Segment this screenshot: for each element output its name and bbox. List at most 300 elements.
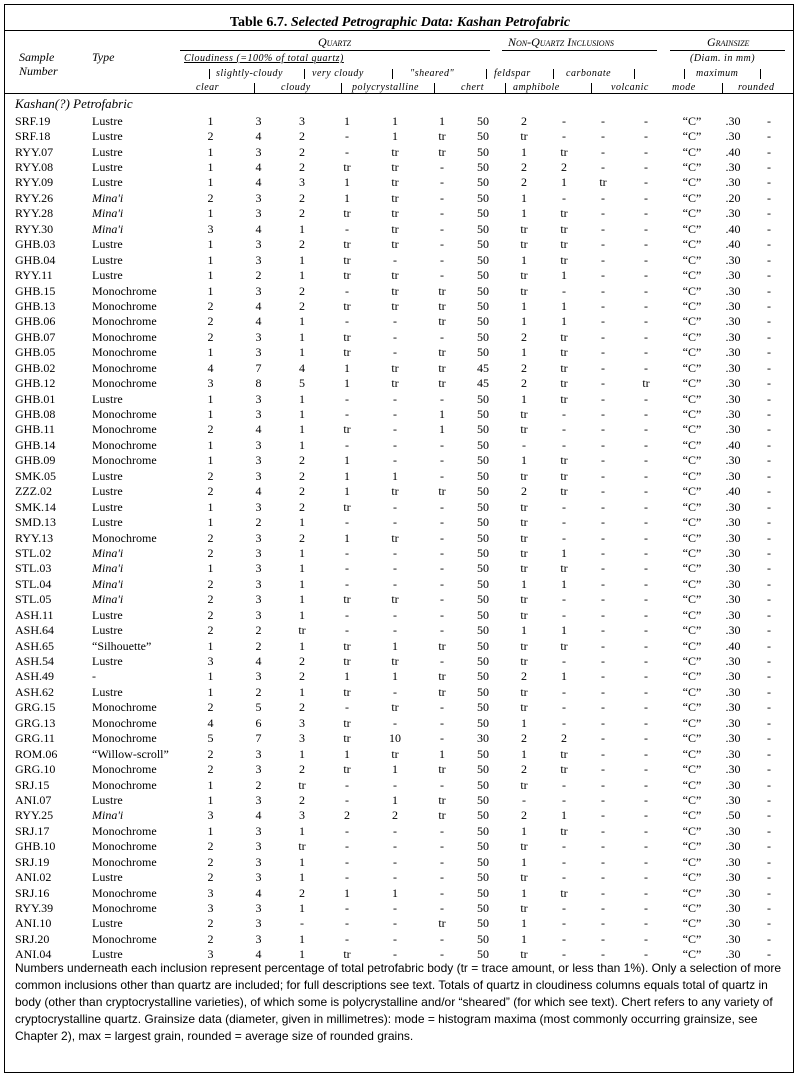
value-cell: - <box>767 545 771 560</box>
value-cell: 1 <box>299 437 305 452</box>
value-cell: tr <box>343 592 351 607</box>
value-cell: 50 <box>477 113 489 128</box>
value-cell: .40 <box>725 221 741 236</box>
value-cell: - <box>393 931 397 946</box>
value-cell: - <box>345 283 349 298</box>
value-cell: .30 <box>725 854 741 869</box>
value-cell: - <box>601 129 605 144</box>
table-row <box>15 237 788 252</box>
value-cell: tr <box>391 298 399 313</box>
type-cell: Monochrome <box>92 298 157 313</box>
value-cell: tr <box>391 221 399 236</box>
value-cell: - <box>601 746 605 761</box>
value-cell: 1 <box>521 314 527 329</box>
value-cell: 2 <box>207 129 214 144</box>
value-cell: tr <box>438 376 446 391</box>
table-row <box>15 468 788 483</box>
value-cell: 2 <box>299 484 305 499</box>
value-cell: 3 <box>255 870 262 885</box>
sample-number-cell: RYY.13 <box>15 530 54 545</box>
value-cell: - <box>345 561 349 576</box>
value-cell: 50 <box>477 916 489 931</box>
value-cell: “C” <box>682 576 702 591</box>
type-cell: Lustre <box>92 268 123 283</box>
value-cell: 3 <box>255 468 262 483</box>
value-cell: - <box>767 437 771 452</box>
value-cell: 2 <box>521 731 527 746</box>
type-header: Type <box>92 50 115 64</box>
value-cell: 1 <box>207 777 214 792</box>
value-cell: 1 <box>344 190 350 205</box>
value-cell: 2 <box>207 746 214 761</box>
value-cell: 2 <box>207 329 214 344</box>
value-cell: - <box>393 422 397 437</box>
value-cell: “C” <box>682 360 702 375</box>
value-cell: 1 <box>521 715 527 730</box>
value-cell: - <box>767 638 771 653</box>
value-cell: .30 <box>725 129 741 144</box>
value-cell: 1 <box>299 823 305 838</box>
value-cell: “C” <box>682 252 702 267</box>
value-cell: - <box>345 931 349 946</box>
value-cell: tr <box>438 762 446 777</box>
value-cell: tr <box>298 839 306 854</box>
type-cell: Monochrome <box>92 437 157 452</box>
table-row <box>15 761 788 776</box>
table-row <box>15 314 788 329</box>
value-cell: 50 <box>477 499 489 514</box>
value-cell: tr <box>298 623 306 638</box>
value-cell: tr <box>438 669 446 684</box>
sample-number-cell: RYY.30 <box>15 221 54 236</box>
table-row <box>15 638 788 653</box>
value-cell: - <box>393 576 397 591</box>
value-cell: 50 <box>477 777 489 792</box>
value-cell: - <box>440 654 444 669</box>
value-cell: - <box>562 515 566 530</box>
value-cell: 3 <box>255 854 262 869</box>
value-cell: tr <box>560 237 568 252</box>
value-cell: 2 <box>255 268 262 283</box>
sample-number-cell: ZZZ.02 <box>15 484 52 499</box>
value-cell: - <box>440 731 444 746</box>
table-row <box>15 916 788 931</box>
value-cell: - <box>440 190 444 205</box>
value-cell: “C” <box>682 545 702 560</box>
value-cell: 1 <box>439 113 445 128</box>
value-cell: 1 <box>521 623 527 638</box>
value-cell: - <box>767 607 771 622</box>
value-cell: - <box>440 329 444 344</box>
table-row <box>15 514 788 529</box>
value-cell: .30 <box>725 530 741 545</box>
type-cell: - <box>92 669 96 684</box>
value-cell: 3 <box>255 190 262 205</box>
value-cell: - <box>644 885 648 900</box>
value-cell: - <box>644 453 648 468</box>
type-cell: Monochrome <box>92 329 157 344</box>
value-cell: .30 <box>725 901 741 916</box>
value-cell: tr <box>391 376 399 391</box>
value-cell: tr <box>391 530 399 545</box>
value-cell: tr <box>560 329 568 344</box>
value-cell: tr <box>438 314 446 329</box>
value-cell: - <box>601 190 605 205</box>
sample-number-cell: GHB.03 <box>15 237 56 252</box>
value-cell: - <box>601 854 605 869</box>
sample-number-cell: GHB.04 <box>15 252 56 267</box>
value-cell: - <box>601 684 605 699</box>
value-cell: - <box>393 684 397 699</box>
value-cell: - <box>393 515 397 530</box>
sample-number-cell: GHB.08 <box>15 407 56 422</box>
value-cell: - <box>601 237 605 252</box>
value-cell: 4 <box>255 808 262 823</box>
type-cell: Monochrome <box>92 700 157 715</box>
value-cell: - <box>393 947 397 962</box>
value-cell: - <box>644 530 648 545</box>
header-tick <box>760 69 761 79</box>
value-cell: - <box>601 530 605 545</box>
value-cell: - <box>601 731 605 746</box>
type-cell: Mina'i <box>92 190 124 205</box>
type-cell: Monochrome <box>92 530 157 545</box>
type-cell: Monochrome <box>92 839 157 854</box>
value-cell: tr <box>560 221 568 236</box>
type-cell: Monochrome <box>92 777 157 792</box>
table-row <box>15 252 788 267</box>
value-cell: 2 <box>299 885 305 900</box>
value-cell: 50 <box>477 453 489 468</box>
value-cell: - <box>601 839 605 854</box>
value-cell: - <box>601 777 605 792</box>
value-cell: “C” <box>682 314 702 329</box>
type-cell: Monochrome <box>92 453 157 468</box>
value-cell: 1 <box>392 468 398 483</box>
value-cell: .30 <box>725 885 741 900</box>
value-cell: - <box>644 437 648 452</box>
value-cell: - <box>644 422 648 437</box>
value-cell: tr <box>560 762 568 777</box>
value-cell: - <box>644 160 648 175</box>
sample-number-cell: ASH.64 <box>15 623 55 638</box>
value-cell: tr <box>560 206 568 221</box>
value-cell: - <box>601 360 605 375</box>
value-cell: tr <box>560 746 568 761</box>
value-cell: tr <box>560 453 568 468</box>
type-cell: Monochrome <box>92 901 157 916</box>
value-cell: 1 <box>299 268 305 283</box>
value-cell: 1 <box>392 885 398 900</box>
header-tick <box>209 69 210 79</box>
value-cell: “C” <box>682 715 702 730</box>
value-cell: tr <box>520 268 528 283</box>
value-cell: 2 <box>207 916 214 931</box>
value-cell: tr <box>438 345 446 360</box>
value-cell: “C” <box>682 823 702 838</box>
value-cell: - <box>601 576 605 591</box>
value-cell: .30 <box>725 283 741 298</box>
value-cell: - <box>644 901 648 916</box>
value-cell: - <box>345 144 349 159</box>
value-cell: - <box>440 576 444 591</box>
header-tick <box>684 69 685 79</box>
value-cell: - <box>767 792 771 807</box>
value-cell: 2 <box>207 607 214 622</box>
value-cell: 50 <box>477 407 489 422</box>
table-row <box>15 576 788 591</box>
value-cell: tr <box>520 237 528 252</box>
sample-number-cell: ASH.54 <box>15 654 55 669</box>
value-cell: - <box>767 314 771 329</box>
value-cell: .30 <box>725 499 741 514</box>
sample-number-header: Sample Number <box>19 50 58 78</box>
value-cell: 1 <box>207 453 214 468</box>
value-cell: 1 <box>344 746 350 761</box>
type-cell: Lustre <box>92 175 123 190</box>
value-cell: - <box>601 545 605 560</box>
value-cell: - <box>440 437 444 452</box>
grainsize-group-header: Grainsize <box>707 35 750 49</box>
value-cell: .30 <box>725 607 741 622</box>
value-cell: - <box>601 931 605 946</box>
table-row <box>15 175 788 190</box>
value-cell: - <box>440 175 444 190</box>
value-cell: “C” <box>682 530 702 545</box>
value-cell: - <box>767 854 771 869</box>
value-cell: 3 <box>255 931 262 946</box>
hdr-amphibole: amphibole <box>513 82 560 93</box>
type-cell: Lustre <box>92 947 123 962</box>
value-cell: 2 <box>207 484 214 499</box>
value-cell: 4 <box>255 947 262 962</box>
value-cell: tr <box>391 283 399 298</box>
value-cell: 1 <box>299 684 305 699</box>
value-cell: 50 <box>477 654 489 669</box>
table-row <box>15 777 788 792</box>
value-cell: 2 <box>207 700 214 715</box>
value-cell: - <box>562 792 566 807</box>
value-cell: - <box>767 561 771 576</box>
value-cell: tr <box>391 746 399 761</box>
type-cell: Lustre <box>92 391 123 406</box>
value-cell: - <box>644 175 648 190</box>
value-cell: 2 <box>299 160 305 175</box>
type-cell: Lustre <box>92 684 123 699</box>
sample-number-cell: SRJ.16 <box>15 885 50 900</box>
type-cell: Lustre <box>92 607 123 622</box>
value-cell: 50 <box>477 808 489 823</box>
value-cell: - <box>393 777 397 792</box>
value-cell: tr <box>520 129 528 144</box>
table-row <box>15 159 788 174</box>
value-cell: - <box>767 329 771 344</box>
value-cell: 1 <box>521 885 527 900</box>
value-cell: 4 <box>255 885 262 900</box>
value-cell: 3 <box>255 823 262 838</box>
value-cell: - <box>562 700 566 715</box>
value-cell: 50 <box>477 329 489 344</box>
value-cell: tr <box>520 545 528 560</box>
value-cell: “C” <box>682 607 702 622</box>
value-cell: 2 <box>299 144 305 159</box>
value-cell: - <box>440 592 444 607</box>
table-row <box>15 823 788 838</box>
value-cell: “C” <box>682 916 702 931</box>
value-cell: 2 <box>521 762 527 777</box>
table-row <box>15 484 788 499</box>
sample-number-cell: GRG.15 <box>15 700 56 715</box>
value-cell: tr <box>560 252 568 267</box>
value-cell: “C” <box>682 329 702 344</box>
value-cell: .30 <box>725 113 741 128</box>
value-cell: .40 <box>725 144 741 159</box>
value-cell: tr <box>343 638 351 653</box>
value-cell: 2 <box>207 762 214 777</box>
value-cell: 1 <box>207 206 214 221</box>
value-cell: - <box>440 931 444 946</box>
type-cell: Lustre <box>92 237 123 252</box>
value-cell: tr <box>298 777 306 792</box>
sample-number-cell: GHB.05 <box>15 345 56 360</box>
value-cell: - <box>440 947 444 962</box>
value-cell: 2 <box>299 700 305 715</box>
value-cell: .30 <box>725 376 741 391</box>
diam-note: (Diam. in mm) <box>690 53 756 64</box>
value-cell: 50 <box>477 237 489 252</box>
value-cell: tr <box>438 684 446 699</box>
value-cell: 50 <box>477 175 489 190</box>
hdr-rounded: rounded <box>738 82 775 93</box>
quartz-group-header: Quartz <box>318 35 352 49</box>
value-cell: 1 <box>207 160 214 175</box>
value-cell: 1 <box>561 623 567 638</box>
value-cell: 50 <box>477 669 489 684</box>
value-cell: - <box>767 885 771 900</box>
value-cell: tr <box>343 684 351 699</box>
value-cell: - <box>644 684 648 699</box>
value-cell: 3 <box>255 746 262 761</box>
value-cell: 1 <box>392 762 398 777</box>
value-cell: 1 <box>521 391 527 406</box>
value-cell: 50 <box>477 947 489 962</box>
value-cell: “C” <box>682 484 702 499</box>
hdr-volcanic: volcanic <box>611 82 649 93</box>
value-cell: - <box>767 916 771 931</box>
value-cell: 1 <box>439 746 445 761</box>
sample-number-cell: STL.05 <box>15 592 52 607</box>
value-cell: - <box>644 545 648 560</box>
value-cell: tr <box>438 360 446 375</box>
value-cell: 1 <box>299 545 305 560</box>
value-cell: 1 <box>392 129 398 144</box>
value-cell: - <box>767 422 771 437</box>
value-cell: - <box>644 268 648 283</box>
value-cell: - <box>393 901 397 916</box>
value-cell: 50 <box>477 592 489 607</box>
value-cell: - <box>644 391 648 406</box>
value-cell: 2 <box>299 190 305 205</box>
grainsize-group-rule <box>670 50 785 51</box>
sample-number-cell: GRG.11 <box>15 731 55 746</box>
value-cell: tr <box>560 360 568 375</box>
value-cell: 3 <box>255 345 262 360</box>
value-cell: 1 <box>207 437 214 452</box>
sample-number-cell: RYY.07 <box>15 144 54 159</box>
value-cell: - <box>767 762 771 777</box>
value-cell: - <box>767 468 771 483</box>
value-cell: tr <box>391 360 399 375</box>
value-cell: tr <box>520 530 528 545</box>
value-cell: .20 <box>725 190 741 205</box>
value-cell: - <box>601 283 605 298</box>
value-cell: 1 <box>521 298 527 313</box>
hdr-clear: clear <box>196 82 220 93</box>
value-cell: 1 <box>299 870 305 885</box>
value-cell: - <box>767 746 771 761</box>
value-cell: 2 <box>299 530 305 545</box>
value-cell: .30 <box>725 345 741 360</box>
value-cell: - <box>440 268 444 283</box>
value-cell: - <box>644 360 648 375</box>
value-cell: tr <box>520 839 528 854</box>
value-cell: - <box>440 252 444 267</box>
value-cell: 1 <box>392 638 398 653</box>
value-cell: 3 <box>207 221 214 236</box>
value-cell: .30 <box>725 623 741 638</box>
value-cell: 2 <box>392 808 398 823</box>
value-cell: - <box>644 407 648 422</box>
value-cell: - <box>644 561 648 576</box>
value-cell: - <box>767 206 771 221</box>
value-cell: - <box>767 391 771 406</box>
table-row <box>15 885 788 900</box>
hdr-mode: mode <box>672 82 696 93</box>
value-cell: tr <box>520 499 528 514</box>
value-cell: - <box>601 407 605 422</box>
value-cell: - <box>601 623 605 638</box>
value-cell: - <box>345 700 349 715</box>
value-cell: .30 <box>725 422 741 437</box>
value-cell: 50 <box>477 561 489 576</box>
value-cell: - <box>345 314 349 329</box>
type-cell: Monochrome <box>92 762 157 777</box>
sample-number-cell: GRG.13 <box>15 715 56 730</box>
value-cell: .50 <box>725 808 741 823</box>
value-cell: - <box>644 607 648 622</box>
value-cell: tr <box>391 237 399 252</box>
value-cell: 4 <box>299 360 305 375</box>
value-cell: - <box>644 792 648 807</box>
value-cell: tr <box>343 160 351 175</box>
value-cell: 50 <box>477 252 489 267</box>
value-cell: 1 <box>207 252 214 267</box>
value-cell: 50 <box>477 391 489 406</box>
type-cell: Monochrome <box>92 931 157 946</box>
value-cell: 50 <box>477 700 489 715</box>
value-cell: “C” <box>682 947 702 962</box>
value-cell: 50 <box>477 746 489 761</box>
value-cell: “C” <box>682 669 702 684</box>
table-row <box>15 854 788 869</box>
value-cell: 1 <box>561 314 567 329</box>
value-cell: tr <box>391 160 399 175</box>
value-cell: tr <box>391 206 399 221</box>
value-cell: 3 <box>207 901 214 916</box>
hdr-sheared: "sheared" <box>410 68 455 79</box>
value-cell: 2 <box>521 484 527 499</box>
value-cell: 1 <box>207 669 214 684</box>
